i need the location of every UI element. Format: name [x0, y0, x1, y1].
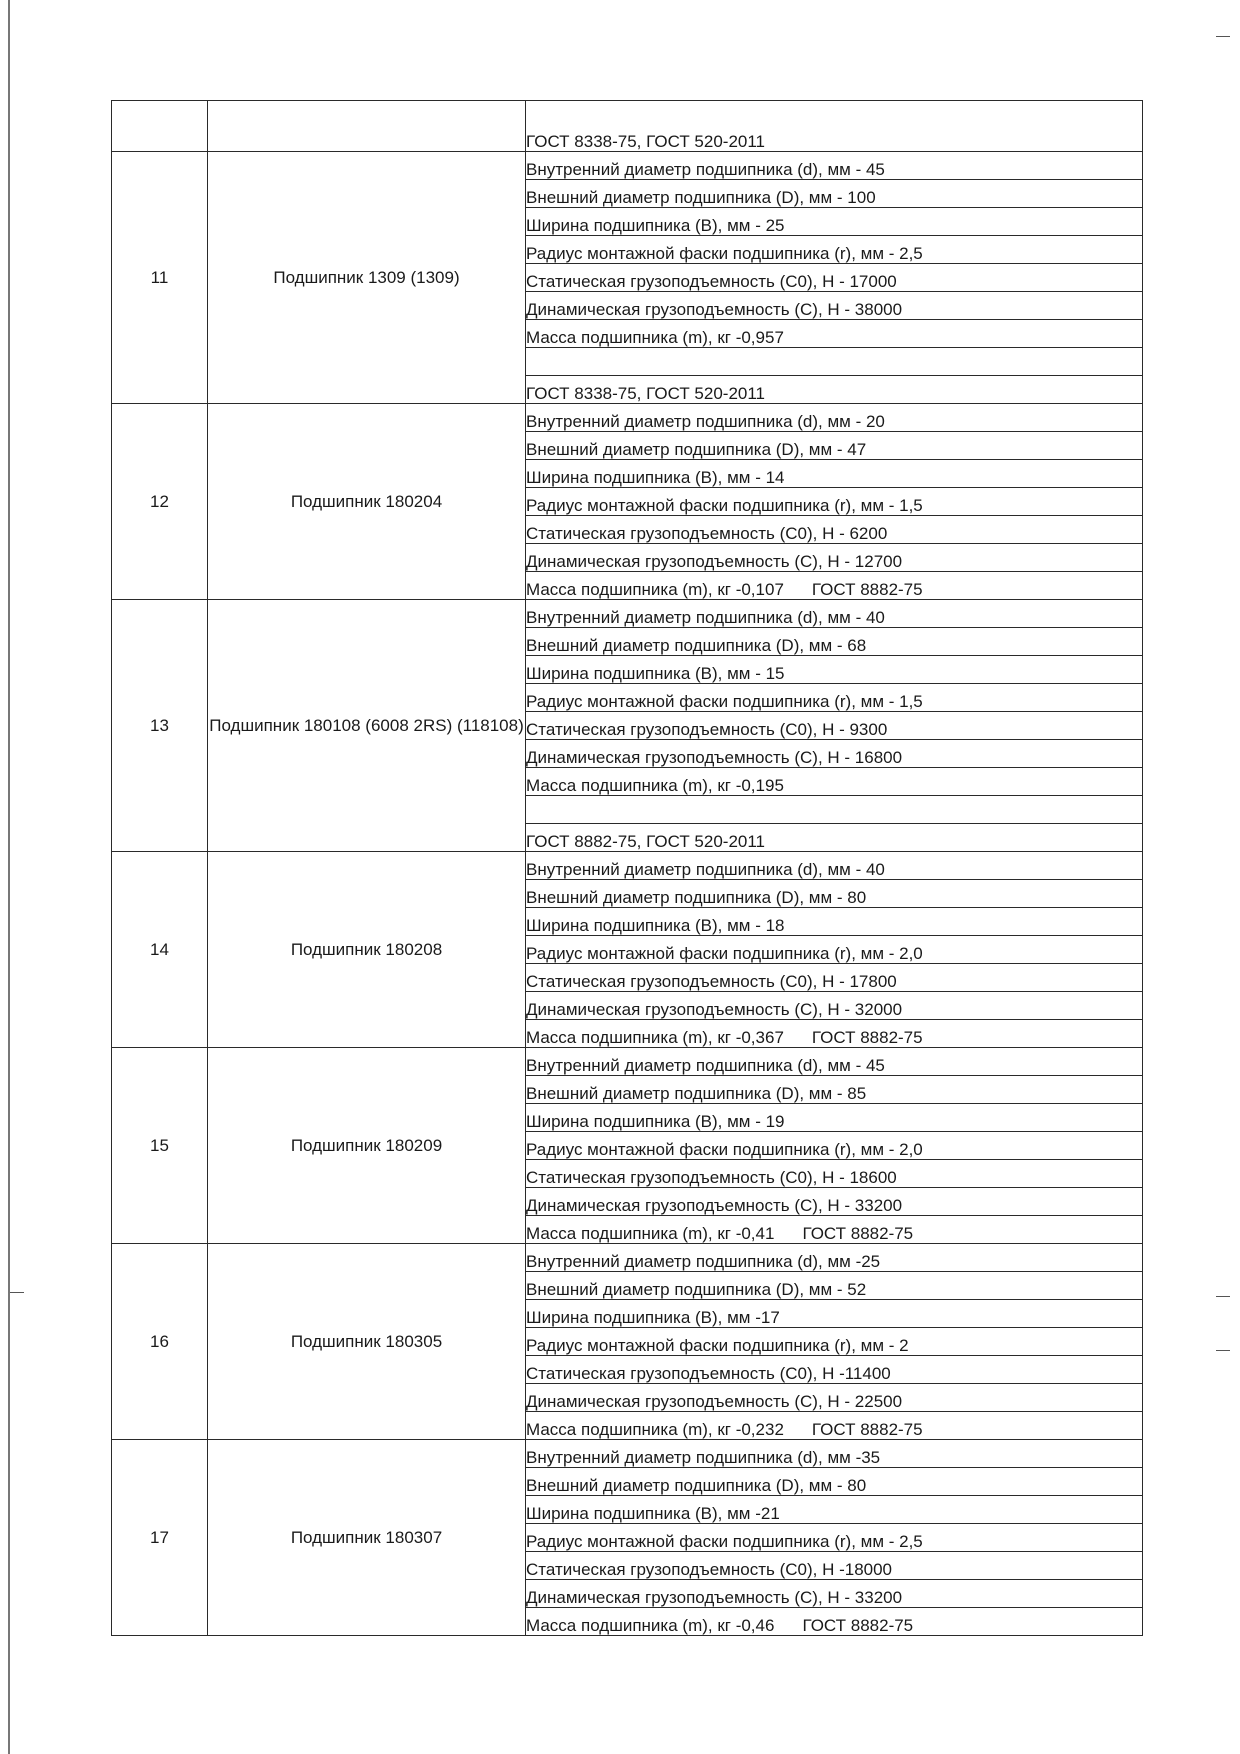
- spec-property: [526, 1132, 1143, 1160]
- spec-property-text: Масса подшипника (m), кг -0,232: [526, 1420, 784, 1439]
- gost-cell: ГОСТ 8338-75, ГОСТ 520-2011: [526, 101, 1143, 152]
- spec-property-text: Масса подшипника (m), кг -0,41: [526, 1224, 775, 1243]
- gost-standard: ГОСТ 8882-75: [811, 580, 923, 599]
- item-number: 16: [112, 1244, 208, 1440]
- item-number: 15: [112, 1048, 208, 1244]
- spec-property: [526, 1524, 1143, 1552]
- spec-property: [526, 516, 1143, 544]
- spec-property-text: Масса подшипника (m), кг -0,46: [526, 1616, 775, 1635]
- spec-property: [526, 1188, 1143, 1216]
- item-name: Подшипник 1309 (1309): [208, 152, 526, 404]
- spec-property-text: Статическая грузоподъемность (C0), Н -18000: [526, 1560, 893, 1579]
- spec-property: [526, 1580, 1143, 1608]
- spec-property: [526, 656, 1143, 684]
- spec-property-text: Статическая грузоподъемность (C0), Н - 18600: [526, 1168, 897, 1187]
- gost-standard: ГОСТ 8882-75, ГОСТ 520-2011: [526, 824, 1143, 852]
- spec-property-text: Внутренний диаметр подшипника (d), мм - 45: [526, 1056, 885, 1075]
- spec-property-text: Радиус монтажной фаски подшипника (r), мм - 1,5: [526, 692, 923, 711]
- spec-property: [526, 1104, 1143, 1132]
- gost-standard: ГОСТ 8882-75: [802, 1616, 914, 1635]
- spec-property: [526, 208, 1143, 236]
- spec-property: [526, 1496, 1143, 1524]
- spec-property-text: Ширина подшипника (B), мм - 19: [526, 1112, 785, 1131]
- spec-property-text: Динамическая грузоподъемность (C), Н - 22500: [526, 1392, 903, 1411]
- table-row-header: [112, 101, 1143, 152]
- table-row: [112, 852, 1143, 880]
- spec-property-text: Внутренний диаметр подшипника (d), мм - 45: [526, 160, 885, 179]
- gost-standard: ГОСТ 8882-75: [811, 1028, 923, 1047]
- spec-property-text: Внешний диаметр подшипника (D), мм - 68: [526, 636, 867, 655]
- table-row: [112, 1048, 1143, 1076]
- spec-property: [526, 768, 1143, 796]
- spec-property: [526, 740, 1143, 768]
- spec-property: [526, 544, 1143, 572]
- item-name: Подшипник 180209: [208, 1048, 526, 1244]
- spec-property: [526, 320, 1143, 348]
- spec-property: [526, 964, 1143, 992]
- spec-property: [526, 292, 1143, 320]
- spec-property-text: Динамическая грузоподъемность (C), Н - 33200: [526, 1588, 903, 1607]
- spec-property-text: Радиус монтажной фаски подшипника (r), мм - 1,5: [526, 496, 923, 515]
- table-row: [112, 1440, 1143, 1468]
- margin-mark: [1216, 36, 1230, 37]
- spec-property: [526, 1552, 1143, 1580]
- spec-property-text: Радиус монтажной фаски подшипника (r), мм - 2,5: [526, 244, 923, 263]
- spec-property: [526, 1300, 1143, 1328]
- num-cell: [112, 101, 208, 152]
- spec-property-text: Радиус монтажной фаски подшипника (r), мм - 2,5: [526, 1532, 923, 1551]
- spec-property-text: Внутренний диаметр подшипника (d), мм -35: [526, 1448, 881, 1467]
- margin-mark: [10, 1292, 24, 1293]
- spec-property-text: Внутренний диаметр подшипника (d), мм - 20: [526, 412, 885, 431]
- spec-property-text: Масса подшипника (m), кг -0,367: [526, 1028, 784, 1047]
- spec-property-text: Динамическая грузоподъемность (C), Н - 12700: [526, 552, 903, 571]
- item-number: 14: [112, 852, 208, 1048]
- spec-property: [526, 432, 1143, 460]
- spec-property: [526, 404, 1143, 432]
- spec-property: [526, 488, 1143, 516]
- spec-property: [526, 992, 1143, 1020]
- spec-property-text: Внешний диаметр подшипника (D), мм - 80: [526, 1476, 867, 1495]
- spec-property-text: Внешний диаметр подшипника (D), мм - 100: [526, 188, 876, 207]
- spec-property: [526, 1412, 1143, 1440]
- spec-property: [526, 1272, 1143, 1300]
- spec-property: [526, 600, 1143, 628]
- spec-property-text: Ширина подшипника (B), мм -21: [526, 1504, 780, 1523]
- spec-property: [526, 572, 1143, 600]
- spec-property-text: Ширина подшипника (B), мм - 18: [526, 916, 785, 935]
- name-cell: [208, 101, 526, 152]
- spec-property: [526, 1244, 1143, 1272]
- spec-property: [526, 908, 1143, 936]
- spec-property: [526, 880, 1143, 908]
- gost-standard: ГОСТ 8882-75: [811, 1420, 923, 1439]
- spec-property-text: Радиус монтажной фаски подшипника (r), мм - 2: [526, 1336, 909, 1355]
- spec-property: [526, 1076, 1143, 1104]
- item-number: 13: [112, 600, 208, 852]
- spec-property: [526, 1216, 1143, 1244]
- spec-property-text: Статическая грузоподъемность (C0), Н -11400: [526, 1364, 891, 1383]
- item-name: Подшипник 180305: [208, 1244, 526, 1440]
- gost-standard: ГОСТ 8338-75, ГОСТ 520-2011: [526, 376, 1143, 404]
- spec-property-text: Внутренний диаметр подшипника (d), мм -25: [526, 1252, 881, 1271]
- spec-property-text: Радиус монтажной фаски подшипника (r), мм - 2,0: [526, 1140, 923, 1159]
- spec-property-text: Масса подшипника (m), кг -0,957: [526, 328, 784, 347]
- item-number: 12: [112, 404, 208, 600]
- item-number: 11: [112, 152, 208, 404]
- spec-property-text: Внешний диаметр подшипника (D), мм - 85: [526, 1084, 867, 1103]
- spec-property: [526, 1468, 1143, 1496]
- spec-property-text: Ширина подшипника (B), мм - 14: [526, 468, 785, 487]
- bearing-spec-table: [111, 100, 1143, 1636]
- spec-property: [526, 1384, 1143, 1412]
- spec-property-text: Статическая грузоподъемность (C0), Н - 17800: [526, 972, 897, 991]
- spec-property-text: Статическая грузоподъемность (C0), Н - 9300: [526, 720, 888, 739]
- spec-property-text: Статическая грузоподъемность (C0), Н - 17000: [526, 272, 897, 291]
- spec-property-text: Внешний диаметр подшипника (D), мм - 52: [526, 1280, 867, 1299]
- item-name: Подшипник 180208: [208, 852, 526, 1048]
- spec-property-text: Масса подшипника (m), кг -0,107: [526, 580, 784, 599]
- blank-cell: [526, 348, 1143, 376]
- item-name: Подшипник 180204: [208, 404, 526, 600]
- spec-property-text: Внешний диаметр подшипника (D), мм - 47: [526, 440, 867, 459]
- spec-property: [526, 152, 1143, 180]
- margin-mark: [1216, 1350, 1230, 1351]
- blank-cell: [526, 796, 1143, 824]
- gost-standard: ГОСТ 8882-75: [802, 1224, 914, 1243]
- table-row: [112, 404, 1143, 432]
- scan-page-edge: [8, 0, 10, 1754]
- spec-property-text: Ширина подшипника (B), мм -17: [526, 1308, 780, 1327]
- spec-property-text: Внешний диаметр подшипника (D), мм - 80: [526, 888, 867, 907]
- item-number: 17: [112, 1440, 208, 1636]
- spec-table-body: [112, 101, 1143, 1636]
- spec-property: [526, 1608, 1143, 1636]
- spec-property-text: Масса подшипника (m), кг -0,195: [526, 776, 784, 795]
- spec-property: [526, 1048, 1143, 1076]
- spec-property: [526, 1440, 1143, 1468]
- spec-property-text: Динамическая грузоподъемность (C), Н - 33200: [526, 1196, 903, 1215]
- spec-property-text: Динамическая грузоподъемность (C), Н - 16800: [526, 748, 903, 767]
- table-row: [112, 600, 1143, 628]
- spec-property: [526, 460, 1143, 488]
- spec-property: [526, 852, 1143, 880]
- spec-property: [526, 684, 1143, 712]
- table-row: [112, 152, 1143, 180]
- spec-property-text: Ширина подшипника (B), мм - 15: [526, 664, 785, 683]
- spec-property-text: Радиус монтажной фаски подшипника (r), мм - 2,0: [526, 944, 923, 963]
- spec-property: [526, 1160, 1143, 1188]
- spec-property-text: Динамическая грузоподъемность (C), Н - 38000: [526, 300, 903, 319]
- spec-property-text: Статическая грузоподъемность (C0), Н - 6200: [526, 524, 888, 543]
- spec-property: [526, 712, 1143, 740]
- spec-property: [526, 628, 1143, 656]
- spec-property-text: Ширина подшипника (B), мм - 25: [526, 216, 785, 235]
- spec-property: [526, 936, 1143, 964]
- spec-property: [526, 264, 1143, 292]
- item-name: Подшипник 180108 (6008 2RS) (118108): [208, 600, 526, 852]
- spec-property: [526, 1356, 1143, 1384]
- margin-mark: [1216, 1296, 1230, 1297]
- table-row: [112, 1244, 1143, 1272]
- spec-property-text: Динамическая грузоподъемность (C), Н - 32000: [526, 1000, 903, 1019]
- item-name: Подшипник 180307: [208, 1440, 526, 1636]
- spec-property: [526, 180, 1143, 208]
- spec-property-text: Внутренний диаметр подшипника (d), мм - 40: [526, 608, 885, 627]
- spec-property: [526, 1020, 1143, 1048]
- spec-property-text: Внутренний диаметр подшипника (d), мм - 40: [526, 860, 885, 879]
- spec-property: [526, 236, 1143, 264]
- spec-property: [526, 1328, 1143, 1356]
